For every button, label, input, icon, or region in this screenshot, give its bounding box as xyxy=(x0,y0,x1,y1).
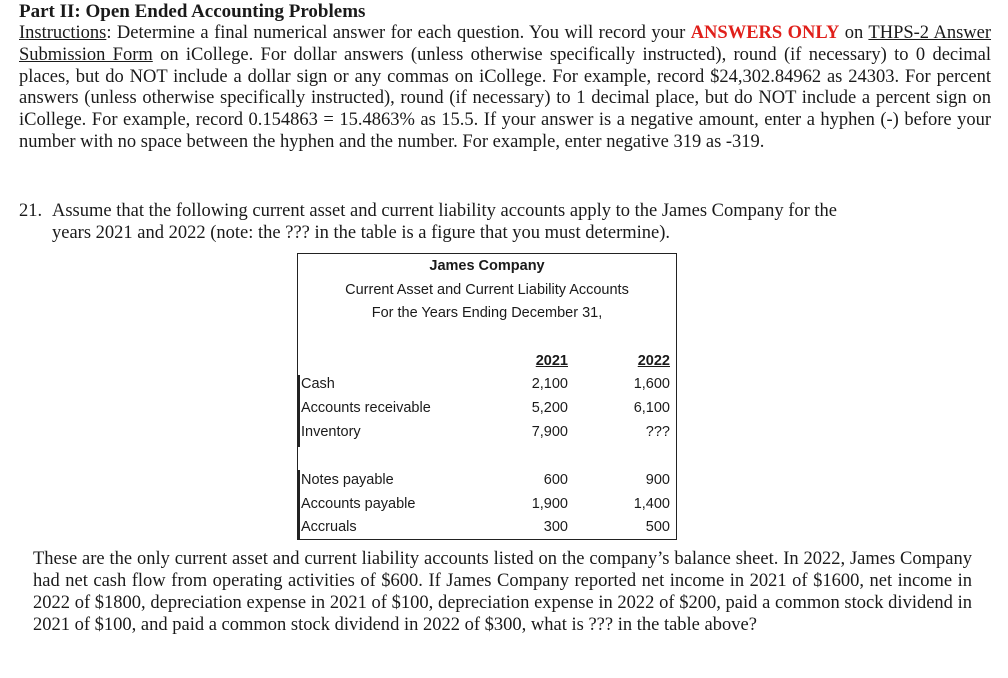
instructions-text-1: : Determine a final numerical answer for each question. You will record your xyxy=(106,23,691,43)
value-2022: ??? xyxy=(645,424,670,440)
table-header-row xyxy=(298,353,676,375)
table-row xyxy=(298,400,676,422)
question-number: 21. xyxy=(19,201,43,221)
column-header-2022: 2022 xyxy=(637,353,670,369)
column-header-2021: 2021 xyxy=(535,353,568,369)
table-row xyxy=(298,519,676,541)
instructions-text-2: on xyxy=(839,23,869,43)
value-2022: 500 xyxy=(645,519,670,535)
question-closing-paragraph: These are the only current asset and current liability accounts listed on the company’s balance sheet. In 2022, James Company had net cash flow from operating activities of $600. If James Company reported net income in 2021 of $1600, net income in 2022 of $1800, depreciation expense in 2021 of $100, depreciation expense in 2022 of $200, paid a common stock dividend in 2021 of $100, and paid a common stock dividend in 2022 of $300, what is ??? in the table above? xyxy=(33,549,972,635)
value-2021: 2,100 xyxy=(531,376,568,392)
row-label: Cash xyxy=(301,376,335,392)
table-period: For the Years Ending December 31, xyxy=(371,305,603,321)
question-line-1: Assume that the following current asset and current liability accounts apply to the James Company for the xyxy=(52,201,838,221)
accounts-table xyxy=(297,253,677,540)
row-label: Notes payable xyxy=(301,472,394,488)
value-2022: 900 xyxy=(645,472,670,488)
part-title: Part II: Open Ended Accounting Problems xyxy=(19,1,366,22)
instructions-paragraph xyxy=(19,23,991,154)
question-line-2: years 2021 and 2022 (note: the ??? in the table is a figure that you must determine). xyxy=(52,223,671,243)
row-label: Accruals xyxy=(301,519,357,535)
document-page xyxy=(19,0,992,243)
instructions-text-3: on iCollege. For dollar answers (unless otherwise specifically instructed), round (if necessary) to 0 decimal places, but do NOT include a dollar sign or any commas on iCollege. For example, record $24,302.84962 as 24303. For percent answers (unless otherwise specifically instructed), round (if necessary) to 1 decimal place, but do NOT include a percent sign on iCollege. For example, record 0.154863 = 15.4863% as 15.5. If your answer is a negative amount, enter a hyphen (-) before your number with no space between the hyphen and the number. For example, enter negative 319 as -319. xyxy=(19,44,991,152)
value-2022: 6,100 xyxy=(633,400,670,416)
row-label: Accounts receivable xyxy=(301,400,431,416)
value-2022: 1,400 xyxy=(633,496,670,512)
row-label: Accounts payable xyxy=(301,496,416,512)
answers-only-emphasis: ANSWERS ONLY xyxy=(690,23,840,43)
value-2021: 5,200 xyxy=(531,400,568,416)
value-2021: 600 xyxy=(543,472,568,488)
row-label: Inventory xyxy=(301,424,361,440)
table-row xyxy=(298,376,676,398)
value-2021: 7,900 xyxy=(531,424,568,440)
question-21 xyxy=(19,200,991,244)
value-2021: 300 xyxy=(543,519,568,535)
table-row xyxy=(298,424,676,446)
answer-form-name: THPS-2 Answer Submission Form xyxy=(19,23,992,65)
table-subtitle: Current Asset and Current Liability Accounts xyxy=(345,282,629,298)
table-row xyxy=(298,496,676,518)
value-2021: 1,900 xyxy=(531,496,568,512)
instructions-label: Instructions xyxy=(19,23,107,43)
value-2022: 1,600 xyxy=(633,376,670,392)
table-company-name: James Company xyxy=(429,258,545,274)
table-row xyxy=(298,472,676,494)
